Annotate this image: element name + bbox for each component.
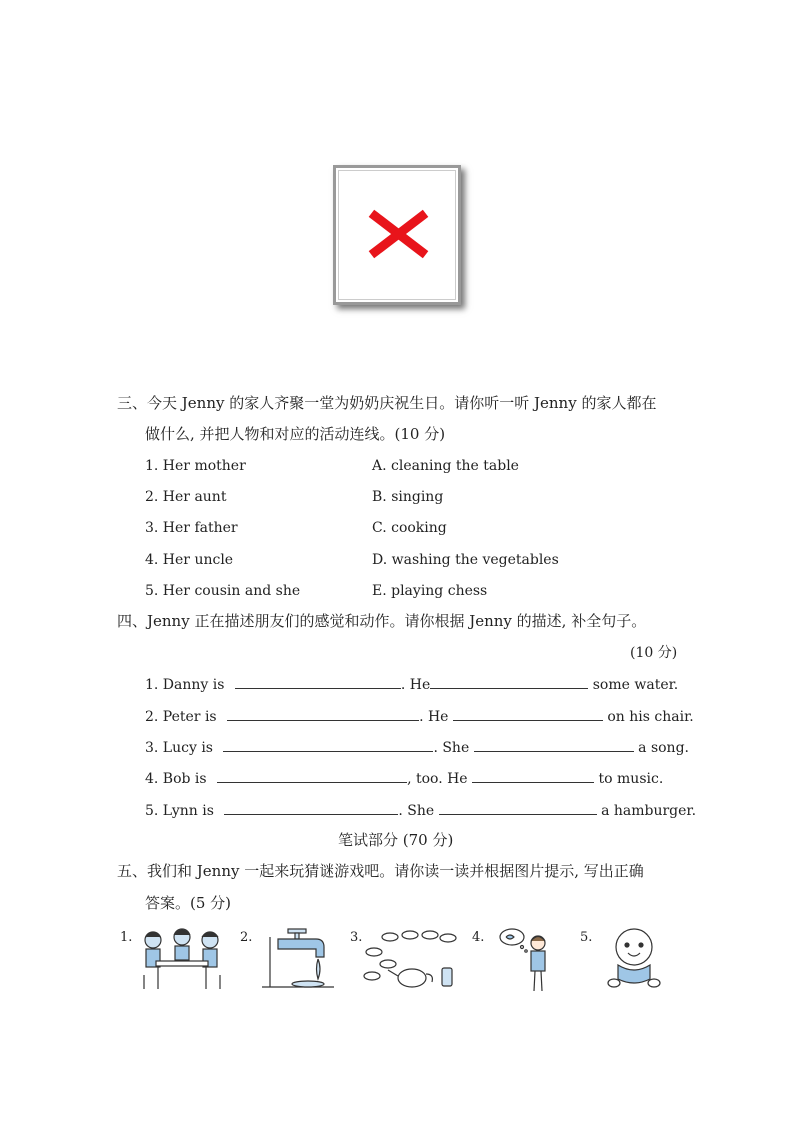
children-at-table-picture: [138, 925, 226, 993]
sentence-middle: . He: [419, 709, 449, 725]
picture-number: 3.: [350, 930, 363, 945]
dripping-tap-picture: [258, 925, 338, 993]
person-item: 1. Her mother: [145, 458, 246, 474]
person-item: 4. Her uncle: [145, 552, 234, 568]
sentence-end: to music.: [598, 771, 664, 787]
answer-blank[interactable]: [224, 800, 398, 815]
sentence-end: some water.: [592, 677, 679, 693]
section4-title: 四、Jenny 正在描述朋友们的感觉和动作。请你根据 Jenny 的描述, 补全句子。: [117, 612, 647, 630]
picture-number: 4.: [472, 930, 485, 945]
fill-sentence-1: [145, 674, 678, 695]
tea-set-picture: [362, 928, 462, 992]
activity-item: A. cleaning the table: [372, 458, 519, 474]
sentence-start: 2. Peter is: [145, 709, 217, 725]
picture-number: 2.: [240, 930, 253, 945]
sentence-start: 3. Lucy is: [145, 740, 213, 756]
sentence-start: 4. Bob is: [145, 771, 207, 787]
sentence-end: a song.: [638, 740, 689, 756]
fill-sentence-3: [145, 737, 689, 758]
section3-title-line1: 三、今天 Jenny 的家人齐聚一堂为奶奶庆祝生日。请你听一听 Jenny 的家人都在: [117, 394, 657, 412]
section5-title-line2: 答案。(5 分): [145, 894, 232, 912]
activity-item: E. playing chess: [372, 583, 488, 599]
answer-blank[interactable]: [474, 737, 634, 752]
picture-number: 5.: [580, 930, 593, 945]
section5-title-line1: 五、我们和 Jenny 一起来玩猜谜游戏吧。请你读一读并根据图片提示, 写出正确: [117, 862, 644, 880]
sentence-middle: . She: [398, 803, 435, 819]
section3-title-line2: 做什么, 并把人物和对应的活动连线。(10 分): [145, 425, 446, 443]
answer-blank[interactable]: [430, 674, 588, 689]
answer-blank[interactable]: [227, 706, 419, 721]
person-item: 3. Her father: [145, 520, 238, 536]
sentence-start: 1. Danny is: [145, 677, 225, 693]
person-item: 2. Her aunt: [145, 489, 227, 505]
sentence-start: 5. Lynn is: [145, 803, 214, 819]
sentence-middle: . She: [433, 740, 470, 756]
picture-number: 1.: [120, 930, 133, 945]
broken-image-icon: [333, 165, 461, 305]
fill-sentence-5: [145, 800, 696, 821]
baby-picture: [604, 925, 664, 993]
activity-item: D. washing the vegetables: [372, 552, 559, 568]
fill-sentence-2: [145, 706, 694, 727]
sentence-end: on his chair.: [607, 709, 694, 725]
answer-blank[interactable]: [235, 674, 401, 689]
sentence-middle: . He: [400, 677, 431, 693]
sentence-middle: , too. He: [407, 771, 468, 787]
fill-sentence-4: [145, 768, 663, 789]
section4-score: (10 分): [630, 645, 678, 661]
answer-blank[interactable]: [223, 737, 433, 752]
activity-item: C. cooking: [372, 520, 447, 536]
sentence-end: a hamburger.: [601, 803, 697, 819]
person-item: 5. Her cousin and she: [145, 583, 301, 599]
written-part-header: 笔试部分 (70 分): [338, 831, 454, 849]
answer-blank[interactable]: [217, 768, 407, 783]
thinking-boy-picture: [496, 925, 556, 995]
activity-item: B. singing: [372, 489, 444, 505]
answer-blank[interactable]: [472, 768, 594, 783]
answer-blank[interactable]: [439, 800, 597, 815]
answer-blank[interactable]: [453, 706, 603, 721]
